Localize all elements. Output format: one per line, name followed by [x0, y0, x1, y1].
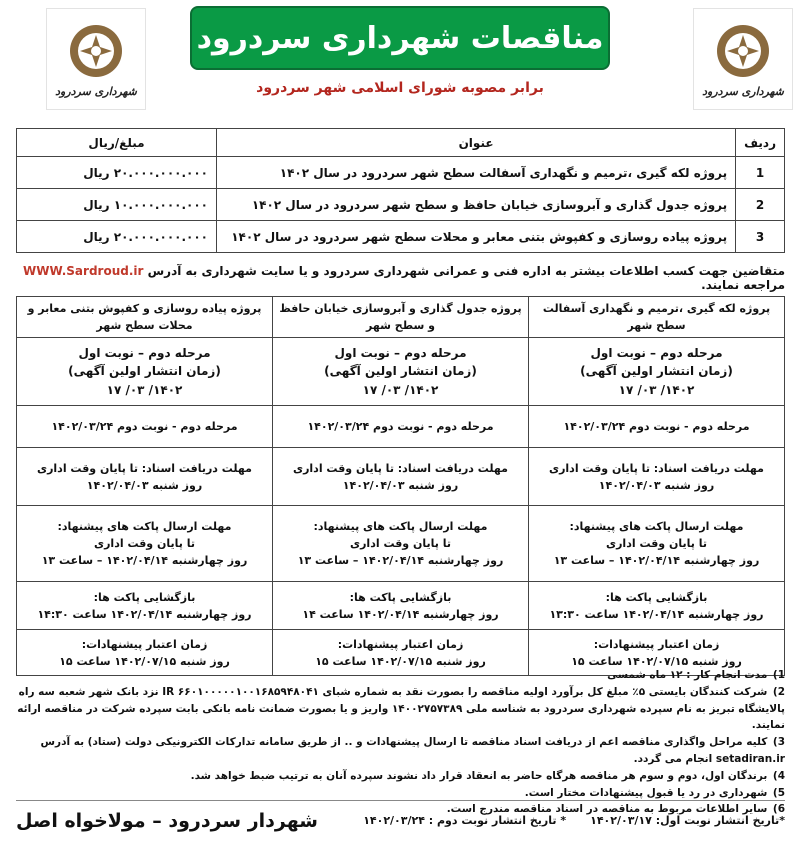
schedule-row-phase — [17, 338, 785, 406]
phase-line: (زمان انتشار اولین آگهی) — [68, 364, 221, 379]
submit-line: تا پایان وقت اداری — [350, 537, 451, 551]
phase-line: (زمان انتشار اولین آگهی) — [580, 364, 733, 379]
phase-date: ۱۴۰۲/ ۰۳/ ۱۷ — [618, 382, 695, 397]
schedule-cell — [529, 338, 785, 406]
submit-line: تا پایان وقت اداری — [606, 537, 707, 551]
note-number: 6) — [772, 803, 785, 816]
header-amount: مبلغ/ریال — [17, 129, 217, 157]
opening-date: روز چهارشنبه ۱۴۰۲/۰۴/۱۴ ساعت ۱۴ — [302, 607, 499, 621]
schedule-row-second — [17, 406, 785, 448]
contact-text: متقاضین جهت کسب اطلاعات بیشتر به اداره فنی و عمرانی شهرداری سردرود و یا سایت شهرداری به آدرس — [147, 264, 785, 278]
items-header-row — [17, 129, 785, 157]
emblem-icon — [713, 21, 773, 81]
submit-date: روز چهارشنبه ۱۴۰۲/۰۴/۱۴ – ساعت ۱۳ — [297, 554, 504, 568]
title-banner — [190, 6, 610, 70]
phase-line: مرحله دوم – نوبت اول — [334, 345, 467, 360]
note-text: کلیه مراحل واگذاری مناقصه اعم از دریافت اسناد مناقصه تا ارسال پیشنهادات و .. از طریق سامانه تدارکات الکترونیکی دولت (ستاد) به آدرس setadiran.ir انجام می گردد. — [40, 736, 785, 765]
schedule-cell: مرحله دوم - نوبت دوم ۱۴۰۲/۰۳/۲۴ — [273, 406, 529, 448]
opening-label: بازگشایی پاکت ها: — [349, 590, 452, 604]
row-title: پروژه پیاده روسازی و کفپوش بتنی معابر و محلات سطح شهر سردرود در سال ۱۴۰۲ — [217, 221, 736, 253]
submit-line: مهلت ارسال پاکت های پیشنهاد: — [313, 520, 488, 534]
note-text: سایر اطلاعات مربوط به مناقصه در اسناد مناقصه مندرج است. — [446, 803, 768, 816]
row-num: 2 — [736, 189, 785, 221]
opening-date: روز چهارشنبه ۱۴۰۲/۰۴/۱۴ ساعت ۱۳:۳۰ — [549, 607, 764, 621]
notes-list — [16, 667, 785, 818]
validity-date: روز شنبه ۱۴۰۲/۰۷/۱۵ ساعت ۱۵ — [59, 654, 230, 668]
contact-line — [16, 264, 785, 292]
submit-line: مهلت ارسال پاکت های پیشنهاد: — [57, 520, 232, 534]
note-number: 4) — [772, 769, 785, 782]
logo-caption: شهرداری سردرود — [702, 84, 784, 98]
contact-text-end: مراجعه نمایند. — [701, 278, 785, 292]
row-num: 3 — [736, 221, 785, 253]
municipality-logo-left — [46, 8, 146, 110]
items-table — [16, 128, 785, 253]
schedule-header-row — [17, 297, 785, 338]
schedule-cell: مرحله دوم - نوبت دوم ۱۴۰۲/۰۳/۲۴ — [529, 406, 785, 448]
submit-date: روز چهارشنبه ۱۴۰۲/۰۴/۱۴ – ساعت ۱۳ — [553, 554, 760, 568]
publication-date-second: * تاریخ انتشار نوبت دوم : ۱۴۰۲/۰۳/۲۴ — [363, 814, 567, 827]
note-text: مدت انجام کار : ۱۲ ماه شمسی — [607, 669, 768, 681]
receive-date: روز شنبه ۱۴۰۲/۰۴/۰۳ — [342, 478, 459, 492]
validity-label: زمان اعتبار پیشنهادات: — [81, 637, 208, 651]
page-subtitle: برابر مصوبه شورای اسلامی شهر سردرود — [256, 80, 544, 96]
row-title: پروژه لکه گیری ،ترمیم و نگهداری آسفالت سطح شهر سردرود در سال ۱۴۰۲ — [217, 157, 736, 189]
row-amount: ۲۰.۰۰۰.۰۰۰.۰۰۰ ریال — [17, 157, 217, 189]
list-item — [16, 785, 785, 802]
opening-label: بازگشایی پاکت ها: — [93, 590, 196, 604]
note-text: برندگان اول، دوم و سوم هر مناقصه هرگاه حاضر به انعقاد قرار داد نشوند سپرده آنان به ترتیب ضبط خواهد شد. — [190, 769, 768, 782]
note-text: شرکت کنندگان بایستی ۵٪ مبلغ کل برآورد اولیه مناقصه را بصورت نقد به شماره شبای IR ۶۶۰۱۰۰۰۰۰۱۰۰۱۶۸۵۹۴۸۰۴۱ نزد بانک شهر شعبه سه راه پالایشگاه تبریز به نام سپرده شهرداری سردرود به شناسه ملی ۱۴۰۰۲۷۵۷۳۸۹ واریز و یا بصورت ضمانت نامه بانکی بابت سپرده شرکت در مناقصه ارائه نمایند. — [17, 685, 785, 732]
receive-line: مهلت دریافت اسناد: تا پایان وقت اداری — [293, 461, 508, 475]
logo-caption: شهرداری سردرود — [55, 84, 137, 98]
mayor-signature: شهردار سردرود – مولاخواه اصل — [16, 809, 318, 832]
opening-date: روز چهارشنبه ۱۴۰۲/۰۴/۱۴ ساعت ۱۴:۳۰ — [37, 607, 252, 621]
validity-label: زمان اعتبار پیشنهادات: — [593, 637, 720, 651]
note-number: 1) — [772, 669, 785, 681]
schedule-cell — [273, 582, 529, 630]
schedule-cell — [17, 448, 273, 506]
phase-date: ۱۴۰۲/ ۰۳/ ۱۷ — [362, 382, 439, 397]
list-item — [16, 684, 785, 734]
validity-date: روز شنبه ۱۴۰۲/۰۷/۱۵ ساعت ۱۵ — [571, 654, 742, 668]
note-number: 5) — [772, 786, 785, 799]
note-number: 3) — [772, 736, 785, 749]
publication-date-first: *تاریخ انتشار نوبت اول: ۱۴۰۲/۰۳/۱۷ — [590, 814, 785, 827]
website-link[interactable]: WWW.Sardroud.ir — [23, 264, 144, 278]
phase-date: ۱۴۰۲/ ۰۳/ ۱۷ — [106, 382, 183, 397]
phase-line: (زمان انتشار اولین آگهی) — [324, 364, 477, 379]
publication-dates — [363, 814, 785, 827]
schedule-table — [16, 296, 785, 676]
table-row — [17, 189, 785, 221]
schedule-row-receive — [17, 448, 785, 506]
municipality-logo-right — [693, 8, 793, 110]
schedule-row-submit — [17, 506, 785, 582]
phase-line: مرحله دوم – نوبت اول — [78, 345, 211, 360]
schedule-cell — [529, 506, 785, 582]
validity-date: روز شنبه ۱۴۰۲/۰۷/۱۵ ساعت ۱۵ — [315, 654, 486, 668]
validity-label: زمان اعتبار پیشنهادات: — [337, 637, 464, 651]
row-amount: ۲۰.۰۰۰.۰۰۰.۰۰۰ ریال — [17, 221, 217, 253]
schedule-row-opening — [17, 582, 785, 630]
row-title: پروژه جدول گذاری و آبروسازی خیابان حافظ و سطح شهر سردرود در سال ۱۴۰۲ — [217, 189, 736, 221]
opening-label: بازگشایی پاکت ها: — [605, 590, 708, 604]
submit-line: مهلت ارسال پاکت های پیشنهاد: — [569, 520, 744, 534]
page-title: مناقصات شهرداری سردرود — [196, 20, 604, 56]
schedule-cell — [17, 338, 273, 406]
schedule-cell — [273, 506, 529, 582]
note-text: شهرداری در رد یا قبول پیشنهادات مختار است. — [524, 786, 768, 799]
note-number: 2) — [772, 685, 785, 698]
list-item — [16, 768, 785, 785]
list-item — [16, 734, 785, 768]
schedule-header: پروژه لکه گیری ،ترمیم و نگهداری آسفالت سطح شهر — [529, 297, 785, 338]
schedule-cell: مرحله دوم - نوبت دوم ۱۴۰۲/۰۳/۲۴ — [17, 406, 273, 448]
footer — [16, 800, 785, 840]
receive-date: روز شنبه ۱۴۰۲/۰۴/۰۳ — [598, 478, 715, 492]
schedule-cell — [273, 448, 529, 506]
receive-line: مهلت دریافت اسناد: تا پایان وقت اداری — [37, 461, 252, 475]
schedule-cell — [529, 582, 785, 630]
phase-line: مرحله دوم – نوبت اول — [590, 345, 723, 360]
submit-date: روز چهارشنبه ۱۴۰۲/۰۴/۱۴ – ساعت ۱۳ — [41, 554, 248, 568]
schedule-header: پروژه جدول گذاری و آبروسازی خیابان حافظ و سطح شهر — [273, 297, 529, 338]
schedule-cell — [529, 448, 785, 506]
receive-date: روز شنبه ۱۴۰۲/۰۴/۰۳ — [86, 478, 203, 492]
submit-line: تا پایان وقت اداری — [94, 537, 195, 551]
row-num: 1 — [736, 157, 785, 189]
schedule-cell — [17, 506, 273, 582]
schedule-cell — [273, 338, 529, 406]
row-amount: ۱۰.۰۰۰.۰۰۰.۰۰۰ ریال — [17, 189, 217, 221]
list-item — [16, 667, 785, 684]
schedule-header: پروژه پیاده روسازی و کفپوش بتنی معابر و محلات سطح شهر — [17, 297, 273, 338]
table-row — [17, 221, 785, 253]
header-title: عنوان — [217, 129, 736, 157]
table-row — [17, 157, 785, 189]
receive-line: مهلت دریافت اسناد: تا پایان وقت اداری — [549, 461, 764, 475]
header-num: ردیف — [736, 129, 785, 157]
schedule-cell — [17, 582, 273, 630]
emblem-icon — [66, 21, 126, 81]
